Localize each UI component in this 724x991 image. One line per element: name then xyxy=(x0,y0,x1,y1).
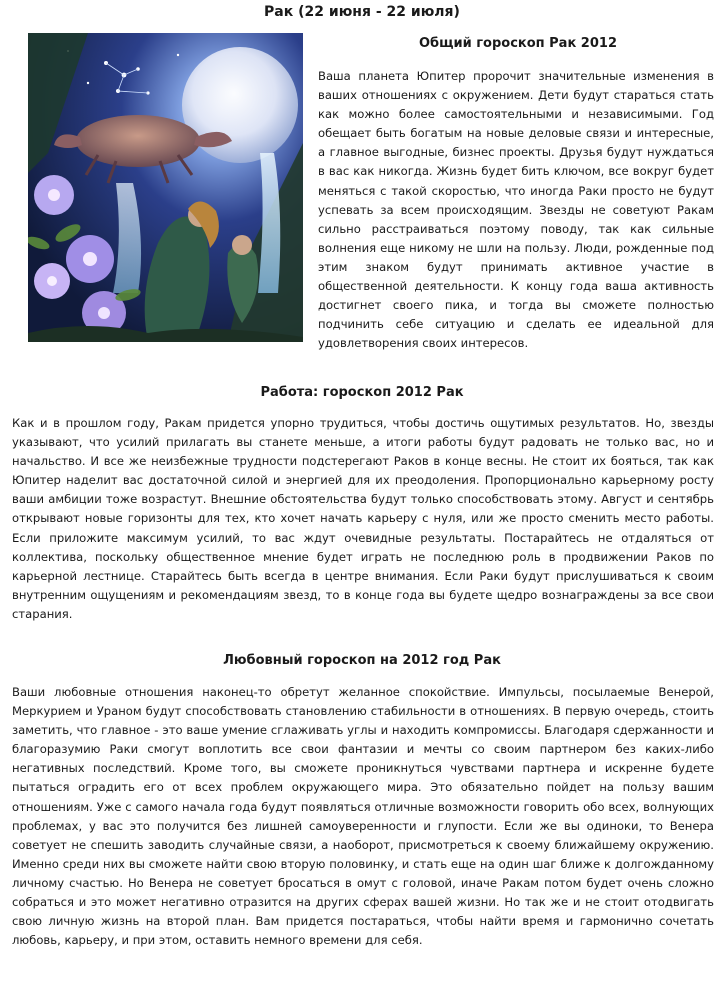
general-horoscope-text: Ваша планета Юпитер пророчит значительные изменения в ваших отношениях с окружением. Дети будут стараться стать как можно более самостоятельными и независимыми. Год обещает быть богатым на новые деловые связи и интересные, а главное выгодные, бизнес проекты. Друзья будут нуждаться в вас как никогда. Жизнь будет бить ключом, все вокруг будет меняться с такой скоростью, что иногда Раки просто не будут успевать за всем происходящим. Звезды не советуют Ракам сильно расстраиваться поэтому поводу, так как сильные волнения еще никому не шли на пользу. Люди, рожденные под этим знаком будут принимать активное участие в общественной деятельности. К концу года ваша активность достигнет своего пика, и тогда вы сможете полностью подчинить себе ситуацию и сделать ее идеальной для удовлетворения своих интересов. xyxy=(318,69,714,351)
work-horoscope-text: Как и в прошлом году, Ракам придется упорно трудиться, чтобы достичь ощутимых результатов. Но, звезды указывают, что усилий прилагать вы станете меньше, а итоги работы будут радовать не только вас, но и начальство. И все же неизбежные трудности подстерегают Раков в конце весны. Не стоит их бояться, так как Юпитер наделит вас достаточной силой и энергией для их преодоления. Пропорционально карьерному росту ваши амбиции тоже возрастут. Внешние обстоятельства будут только способствовать этому. Август и сентябрь открывают новые горизонты для тех, кто хочет начать карьеру с нуля, или же просто сменить место работы. Если приложите максимум усилий, то вас ждут очевидные результаты. Постарайтесь не отдаляться от коллектива, поскольку общественное мнение будет играть не последнюю роль в продвижении Раков по карьерной лестнице. Старайтесь быть всегда в центре внимания. Если Раки будут прислушиваться к своим внутренним ощущениям и рекомендациям звезд, то в конце года вы будете щедро вознаграждены за все свои старания. xyxy=(12,416,714,621)
work-horoscope-heading: Работа: гороскоп 2012 Рак xyxy=(260,385,464,400)
page-title: Рак (22 июня - 22 июля) xyxy=(264,4,460,20)
love-horoscope-heading: Любовный гороскоп на 2012 год Рак xyxy=(223,653,501,668)
love-horoscope-text: Ваши любовные отношения наконец-то обретут желанное спокойствие. Импульсы, посылаемые Венерой, Меркурием и Ураном будут способствовать становлению стабильности в отношениях. В первую очередь, стоить заметить, что главное - это ваше умение сглаживать углы и находить компромиссы. Благодаря сдержанности и благоразумию Раки смогут воплотить все свои фантазии и мечты со своим партнером без каких-либо негативных последствий. Кроме того, вы сможете проникнуться чувствами партнера и искренне будете пытаться оградить его от всех проблем окружающего мира. Это обязательно пойдет на пользу вашим отношениям. Уже с самого начала года будут появляться отличные возможности говорить обо всех, волнующих проблемах, у вас это получится без лишней самоуверенности и глупости. Если же вы одиноки, то Венера советует не спешить заводить случайные связи, а наоборот, присмотреться к своему ближайшему окружению. Именно среди них вы сможете найти свою вторую половинку, и стать еще на один шаг ближе к долгожданному личному счастью. Но Венера не советует бросаться в омут с головой, иначе Ракам потом будет очень сложно собраться и это может негативно отразится на других сферах вашей жизни. Но так же и не стоит отодвигать свою личную жизнь на второй план. Вам придется постараться, чтобы найти время и гармонично сочетать любовь, карьеру, и при этом, оставить немного времени для себя. xyxy=(12,685,714,948)
general-horoscope-section xyxy=(12,67,714,353)
image-float-spacer xyxy=(12,67,318,352)
general-horoscope-heading: Общий гороскоп Рак 2012 xyxy=(418,36,617,51)
